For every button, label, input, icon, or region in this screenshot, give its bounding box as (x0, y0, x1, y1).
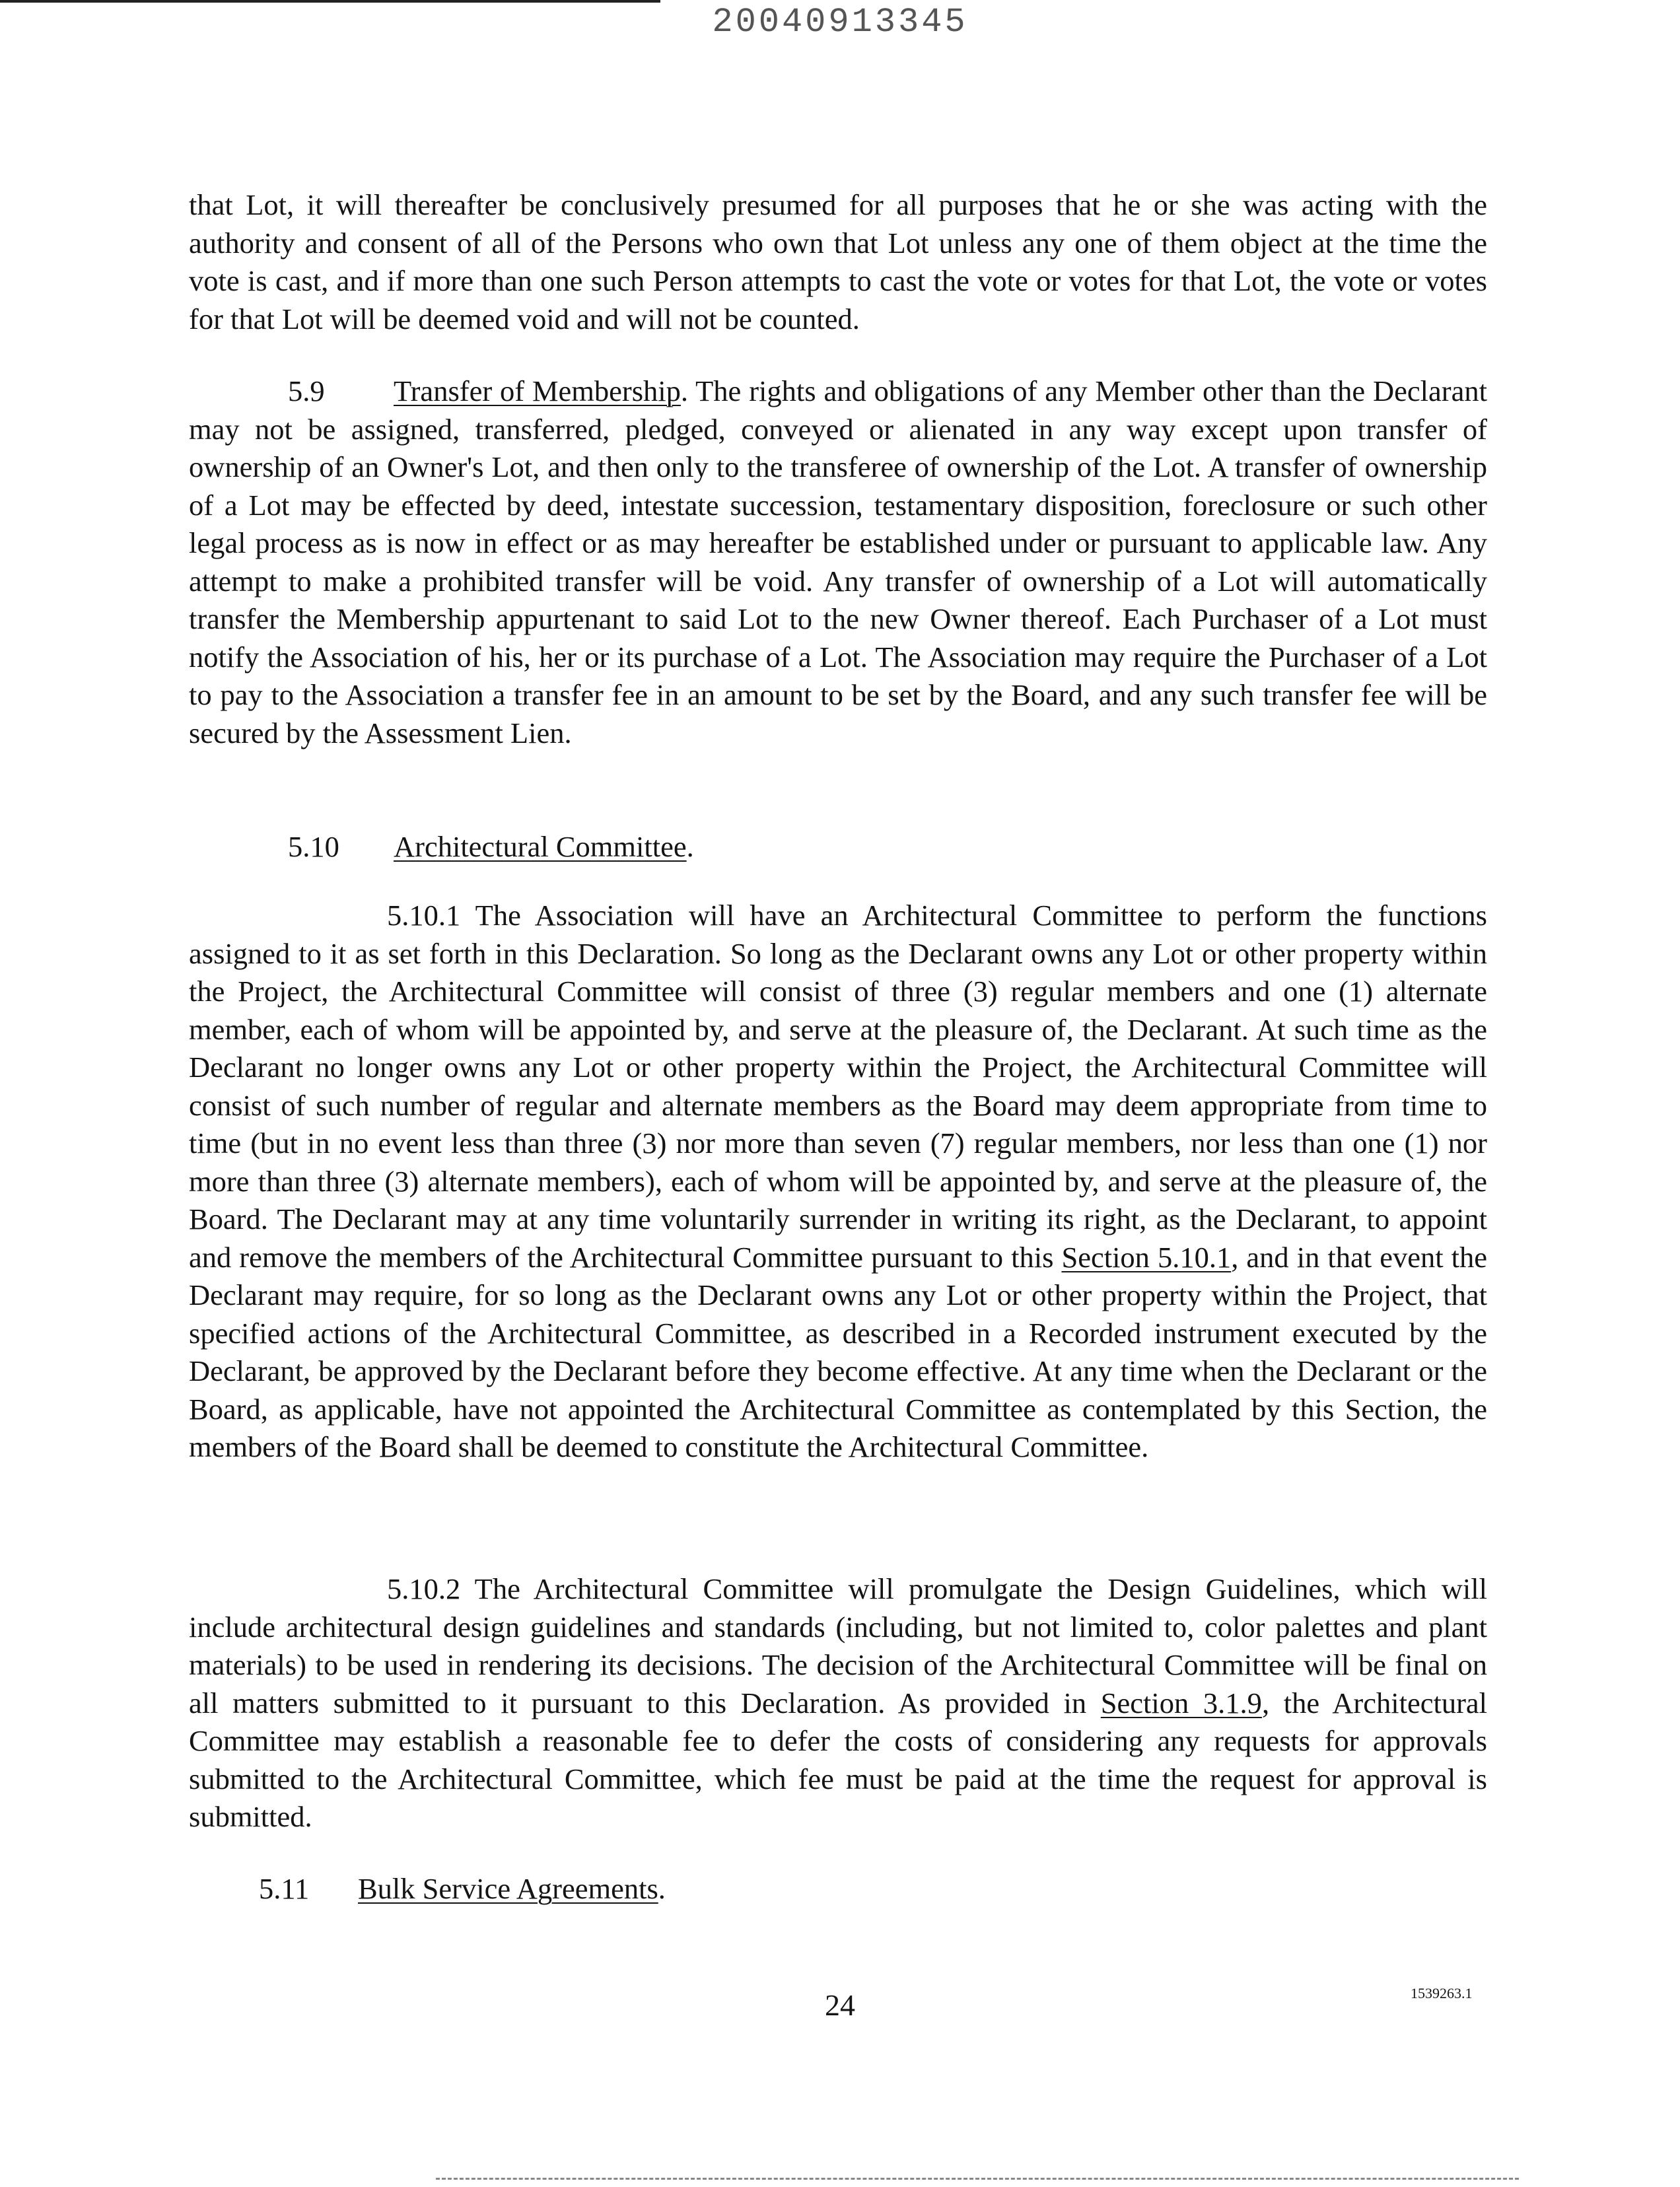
section-title-punctuation: . (658, 1872, 666, 1905)
section-text: 5.10.2 The Architectural Committee will promulgate the Design Guidelines, which will include architectural design guidelines and standards (including, but not limited to, color palettes and plant materials) to be used in rendering its decisions. The decision of the Architectural Committee will be final on all matters submitted to it pursuant to this Declaration. As provided in (189, 1572, 1487, 1719)
recording-number: 20040913345 (712, 3, 968, 42)
page-number: 24 (825, 1988, 855, 2022)
section-text: . The rights and obligations of any Member other than the Declarant may not be assigned, transferred, pledged, conveyed or alienated in any way except upon transfer of ownership of an Owner's Lot, and then only to the transferee of ownership of the Lot. A transfer of ownership of a Lot may be effected by deed, intestate succession, testamentary disposition, foreclosure or such other legal process as is now in effect or as may hereafter be established under or pursuant to applicable law. Any attempt to make a prohibited transfer will be void. Any transfer of ownership of a Lot will automatically transfer the Membership appurtenant to said Lot to the new Owner thereof. Each Purchaser of a Lot must notify the Association of his, her or its purchase of a Lot. The Association may require the Purchaser of a Lot to pay to the Association a transfer fee in an amount to be set by the Board, and any such transfer fee will be secured by the Assessment Lien. (189, 374, 1487, 749)
section-title: Transfer of Membership (394, 374, 681, 407)
paragraph-lot-voting (189, 186, 1487, 338)
section-number: 5.9 (288, 374, 325, 407)
bottom-scan-rule (436, 2178, 1519, 2180)
section-number: 5.10 (288, 830, 339, 863)
section-5-9 (189, 372, 1487, 752)
section-5-10-heading (189, 828, 1487, 866)
cross-reference: Section 5.10.1 (1061, 1240, 1232, 1274)
section-5-10-1 (189, 897, 1487, 1467)
section-5-10-2 (189, 1570, 1487, 1836)
cross-reference: Section 3.1.9 (1100, 1686, 1262, 1719)
section-title-punctuation: . (686, 830, 694, 863)
section-title: Architectural Committee (394, 830, 687, 863)
section-5-11-heading (189, 1870, 1487, 1908)
section-title: Bulk Service Agreements (358, 1872, 658, 1905)
document-id: 1539263.1 (1411, 1985, 1473, 2001)
section-text-continued: , and in that event the Declarant may require, for so long as the Declarant owns any Lot or other property within the Project, that specified actions of the Architectural Committee, as described in a Recorded instrument executed by the Declarant, be approved by the Declarant before they become effective. At any time when the Declarant or the Board, as applicable, have not appointed the Architectural Committee as contemplated by this Section, the members of the Board shall be deemed to constitute the Architectural Committee. (189, 1240, 1487, 1463)
paragraph-text: that Lot, it will thereafter be conclusively presumed for all purposes that he or she was acting with the authority and consent of all of the Persons who own that Lot unless any one of them object at the time the vote is cast, and if more than one such Person attempts to cast the vote or votes for that Lot, the vote or votes for that Lot will be deemed void and will not be counted. (189, 188, 1487, 335)
section-text: 5.10.1 The Association will have an Architectural Committee to perform the functions assigned to it as set forth in this Declaration. So long as the Declarant owns any Lot or other property within the Project, the Architectural Committee will consist of three (3) regular members and one (1) alternate member, each of whom will be appointed by, and serve at the pleasure of, the Declarant. At such time as the Declarant no longer owns any Lot or other property within the Project, the Architectural Committee will consist of such number of regular and alternate members as the Board may deem appropriate from time to time (but in no event less than three (3) nor more than seven (7) regular members, nor less than one (1) nor more than three (3) alternate members), each of whom will be appointed by, and serve at the pleasure of, the Board. The Declarant may at any time voluntarily surrender in writing its right, as the Declarant, to appoint and remove the members of the Architectural Committee pursuant to this (189, 899, 1487, 1274)
section-text-continued: , the Architectural Committee may establish a reasonable fee to defer the costs of considering any requests for approvals submitted to the Architectural Committee, which fee must be paid at the time the request for approval is submitted. (189, 1686, 1488, 1833)
section-number: 5.11 (259, 1872, 310, 1905)
